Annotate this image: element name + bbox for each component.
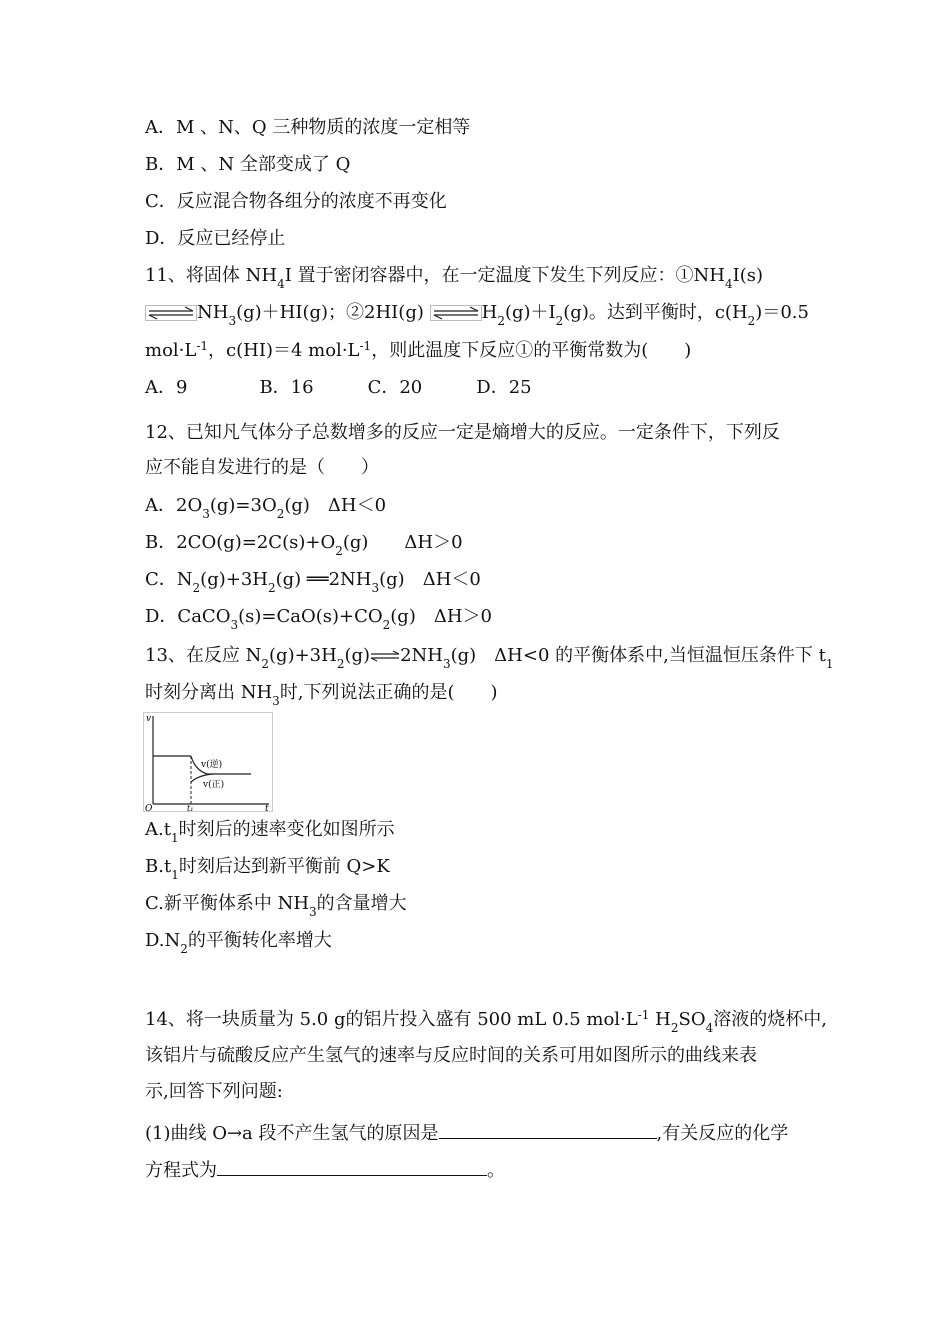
q14-stem-line2: 该铝片与硫酸反应产生氢气的速率与反应时间的关系可用如图所示的曲线来表 bbox=[145, 1045, 757, 1066]
q12-option-d: D．$CaCO_3(s)=CaO(s)+CO_2(g)$ ΔH＞0 bbox=[145, 606, 492, 632]
q11-stem-line2: $NH_3(g)+HI(g)$；②2HI(g) $H_2(g)+I_2(g)$。达到平衡时，$c(H_2)=0.5$ bbox=[145, 301, 809, 326]
v-reverse-label: v(逆) bbox=[201, 760, 223, 770]
q13-option-c: C.新平衡体系中 $NH_3$的含量增大 bbox=[145, 893, 407, 919]
q10-option-a: A．M 、N、Q 三种物质的浓度一定相等 bbox=[145, 117, 471, 138]
rate-time-graph bbox=[143, 712, 273, 812]
q14-stem-line3: 示,回答下列问题: bbox=[145, 1081, 283, 1102]
q13-option-d: $D.N_2$的平衡转化率增大 bbox=[145, 930, 332, 956]
equilibrium-arrow-icon bbox=[145, 305, 197, 321]
q13-stem-line1: 13、在反应 $N_2(g)+3H_2(g)$ $2NH_3(g)$ ΔH<0 的平衡体系中,当恒温恒压条件下 $t_1$ bbox=[145, 645, 834, 671]
q12-option-a: A．$2O_3(g)=3O_2(g)$ ΔH＜0 bbox=[145, 495, 387, 521]
q10-option-d: D．反应已经停止 bbox=[145, 228, 286, 249]
t1-label: t₁ bbox=[187, 804, 194, 812]
q11-stem-line3: $mol\cdot L^{-1}$，c(HI)＝4 $mol\cdot L^{-1}$，则此温度下反应①的平衡常数为( ) bbox=[145, 339, 692, 361]
q12-option-b: B．$2CO(g)=2C(s)+O_2(g)$ ΔH＞0 bbox=[145, 532, 463, 558]
q10-option-c: C．反应混合物各组分的浓度不再变化 bbox=[145, 191, 447, 212]
q12-stem-line1: 12、已知凡气体分子总数增多的反应一定是熵增大的反应。一定条件下，下列反 bbox=[145, 422, 780, 443]
q13-option-a: $A.t_1$时刻后的速率变化如图所示 bbox=[145, 819, 395, 845]
answer-blank-equation[interactable] bbox=[217, 1155, 487, 1176]
answer-blank-reason[interactable] bbox=[439, 1118, 657, 1139]
q13-option-b: $B.t_1$时刻后达到新平衡前 Q>K bbox=[145, 856, 390, 882]
q14-part1-line2: 方程式为 。 bbox=[145, 1155, 505, 1183]
origin-label: O bbox=[145, 804, 153, 812]
v-axis-label: v bbox=[146, 714, 152, 724]
equilibrium-arrow-icon bbox=[370, 650, 400, 662]
equilibrium-arrow-icon bbox=[430, 305, 482, 321]
q14-part1-line1: (1)曲线 O→a 段不产生氢气的原因是 ,有关反应的化学 bbox=[145, 1118, 788, 1146]
t-axis-label: t bbox=[265, 804, 269, 812]
q11-stem-line1: 11、将固体 $NH_4I$ 置于密闭容器中，在一定温度下发生下列反应：$①NH_4I(s)$ bbox=[145, 265, 764, 291]
q14-stem-line1: 14、将一块质量为 5.0 g的铝片投入盛有 500 mL 0.5 $mol\cdot L^{-1}$ $H_2SO_4$溶液的烧杯中, bbox=[145, 1008, 827, 1035]
q10-option-b: B．M 、N 全部变成了 Q bbox=[145, 154, 351, 175]
v-forward-label: v(正) bbox=[203, 780, 225, 790]
q12-option-c: C．$N_2(g)+3H_2(g)$ $══2NH_3(g)$ ΔH＜0 bbox=[145, 569, 481, 595]
q11-options: A．9 B．16 C．20 D．25 bbox=[145, 377, 532, 398]
q12-stem-line2: 应不能自发进行的是（ ） bbox=[145, 457, 379, 478]
q13-stem-line2: 时刻分离出 $NH_3$时,下列说法正确的是( ) bbox=[145, 682, 498, 708]
